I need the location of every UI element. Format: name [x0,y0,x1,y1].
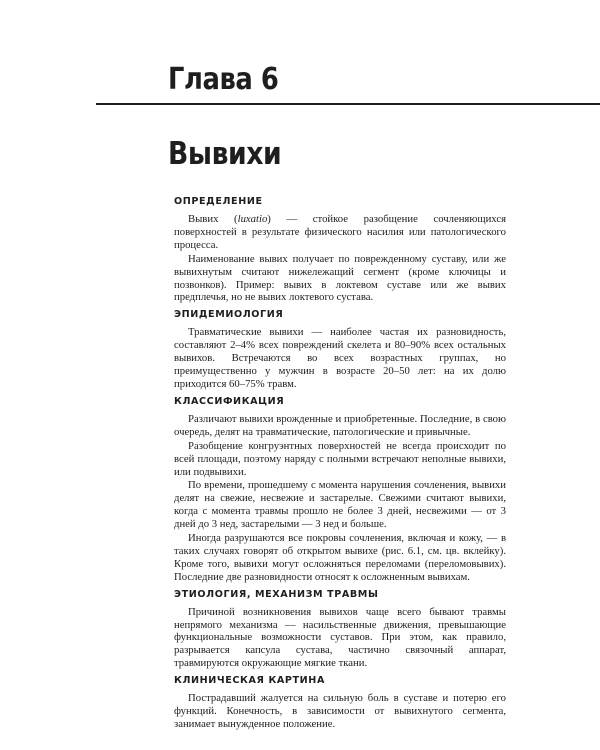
section-heading: ЭТИОЛОГИЯ, МЕХАНИЗМ ТРАВМЫ [174,588,379,600]
paragraph: Иногда разрушаются все покровы сочленения, включая и кожу, — в таких случаях говорят об открытом вывихе (рис. 6.1, см. цв. вклейку). Кроме того, вывихи могут осложняться переломами (переломовывих). Последние две разновидности относят к осложненным вывихам. [174,532,506,583]
section-heading: ОПРЕДЕЛЕНИЕ [174,196,263,207]
section-heading: КЛАССИФИКАЦИЯ [174,395,285,407]
paragraph: Причиной возникновения вывихов чаще всего бывают травмы непрямого механизма — насильственные движения, превышающие функциональные возможности суставов. При этом, как правило, разрывается капсула сустава, частично связочный аппарат, травмируются окружающие мягкие ткани. [174,605,506,670]
section-heading: ЭПИДЕМИОЛОГИЯ [174,309,284,321]
latin-term: luxatio [237,213,268,225]
paragraph: Пострадавший жалуется на сильную боль в суставе и потерю его функций. Конечность, в зависимости от вывихнутого сегмента, занимает вынужденное положение. [174,692,506,730]
chapter-label: Глава 6 [168,62,279,97]
section-definition [174,196,506,304]
section-etiology [174,589,506,671]
section-epidemiology [174,309,506,391]
paragraph: Различают вывихи врожденные и приобретенные. Последние, в свою очередь, делят на травматические, патологические и привычные. [174,412,506,438]
section-clinical-picture [174,675,506,731]
section-heading: КЛИНИЧЕСКАЯ КАРТИНА [174,675,325,687]
chapter-title: Вывихи [168,136,282,172]
chapter-rule [96,103,600,105]
page-content [174,196,506,732]
section-classification [174,396,506,584]
paragraph: По времени, прошедшему с момента нарушения сочленения, вывихи делят на свежие, несвежие и застарелые. Свежими считают вывихи, когда с момента травмы прошло не более 3 дней, несвежими — от 3 дней до 3 нед, застарелыми — 3 нед и больше. [174,479,506,531]
paragraph: Вывих (luxatio) — стойкое разобщение сочленяющихся поверхностей в результате физического насилия или патологического процесса. [174,213,506,251]
paragraph: Разобщение конгруэнтных поверхностей не всегда происходит по всей площади, поэтому наряду с полными встречают неполные вывихи, или подвывихи. [174,439,506,478]
paragraph: Наименование вывих получает по поврежденному суставу, или же вывихнутым считают нижележащий сегмент (кроме ключицы и позвонков). Пример: вывих в локтевом суставе или же вывих предплечья, но не вывих локтевого сустава. [174,252,506,304]
paragraph: Травматические вывихи — наиболее частая их разновидность, составляют 2–4% всех повреждений скелета и 80–90% всех остальных вывихов. Встречаются во всех возрастных группах, но преимущественно у мужчин в возрасте 20–50 лет: на их долю приходится 60–75% травм. [174,326,506,390]
